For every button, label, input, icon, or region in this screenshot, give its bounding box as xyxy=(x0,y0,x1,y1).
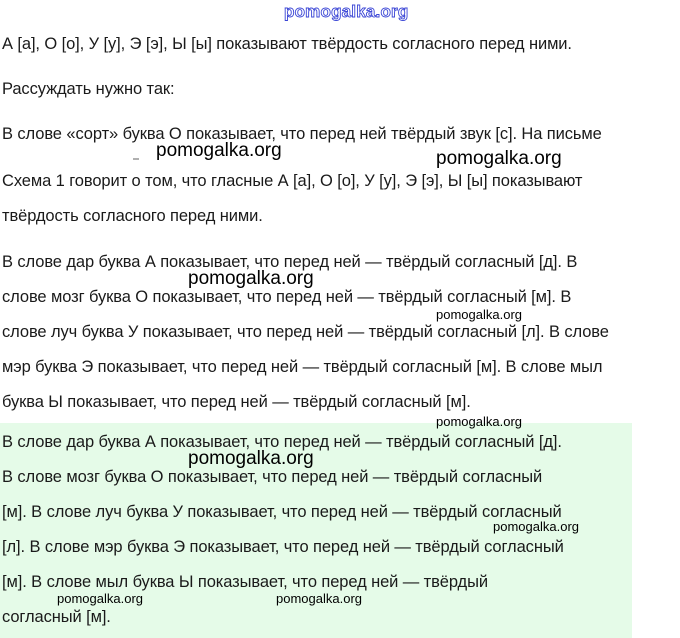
paragraph-sort-example xyxy=(2,117,602,152)
text-line: мэр буква Э показывает, что перед ней — твёрдый согласный [м]. В слове мыл xyxy=(2,358,603,376)
paragraph-reasoning-intro xyxy=(2,72,175,107)
watermark: pomogalka.org xyxy=(436,414,522,429)
watermark: pomogalka.org xyxy=(188,448,314,469)
watermark: pomogalka.org xyxy=(436,148,562,169)
text-line: А [а], О [о], У [у], Э [э], Ы [ы] показывают твёрдость согласного перед ними. xyxy=(2,35,572,53)
text-line: В слове дар буква А показывает, что перед ней — твёрдый согласный [д]. xyxy=(2,433,562,451)
text-line: [л]. В слове мэр буква Э показывает, что перед ней — твёрдый согласный xyxy=(2,538,564,556)
watermark: pomogalka.org xyxy=(188,268,314,289)
text-line: [м]. В слове мыл буква Ы показывает, что перед ней — твёрдый xyxy=(2,573,488,591)
text-line: согласный [м]. xyxy=(2,608,111,626)
text-line: слове луч буква У показывает, что перед ней — твёрдый согласный [л]. В слове xyxy=(2,323,609,341)
watermark: pomogalka.org xyxy=(493,519,579,534)
text-line: слове мозг буква О показывает, что перед ней — твёрдый согласный [м]. В xyxy=(2,288,572,306)
text-line: [м]. В слове луч буква У показывает, что перед ней — твёрдый согласный xyxy=(2,503,562,521)
watermark: pomogalka.org xyxy=(436,307,522,322)
text-line: Схема 1 говорит о том, что гласные А [а], О [о], У [у], Э [э], Ы [ы] показывают xyxy=(2,172,583,190)
text-line: В слове мозг буква О показывает, что перед ней — твёрдый согласный xyxy=(2,468,543,486)
watermark: pomogalka.org xyxy=(57,591,143,606)
paragraph-scheme xyxy=(2,164,582,234)
text-line: В слове дар буква А показывает, что перед ней — твёрдый согласный [д]. В xyxy=(2,253,578,271)
watermark: pomogalka.org xyxy=(276,591,362,606)
text-line: Рассуждать нужно так: xyxy=(2,80,175,98)
text-line: буква Ы показывает, что перед ней — твёрдый согласный [м]. xyxy=(2,393,471,411)
watermark-header: pomogalka.org xyxy=(284,2,409,21)
watermark: pomogalka.org xyxy=(156,140,282,161)
paragraph-rule xyxy=(2,27,572,62)
text-line: В слове «сорт» буква О показывает, что перед ней твёрдый звук [с]. На письме xyxy=(2,125,602,143)
cropped-text-fragment xyxy=(133,158,139,160)
text-line: твёрдость согласного перед ними. xyxy=(2,207,263,225)
